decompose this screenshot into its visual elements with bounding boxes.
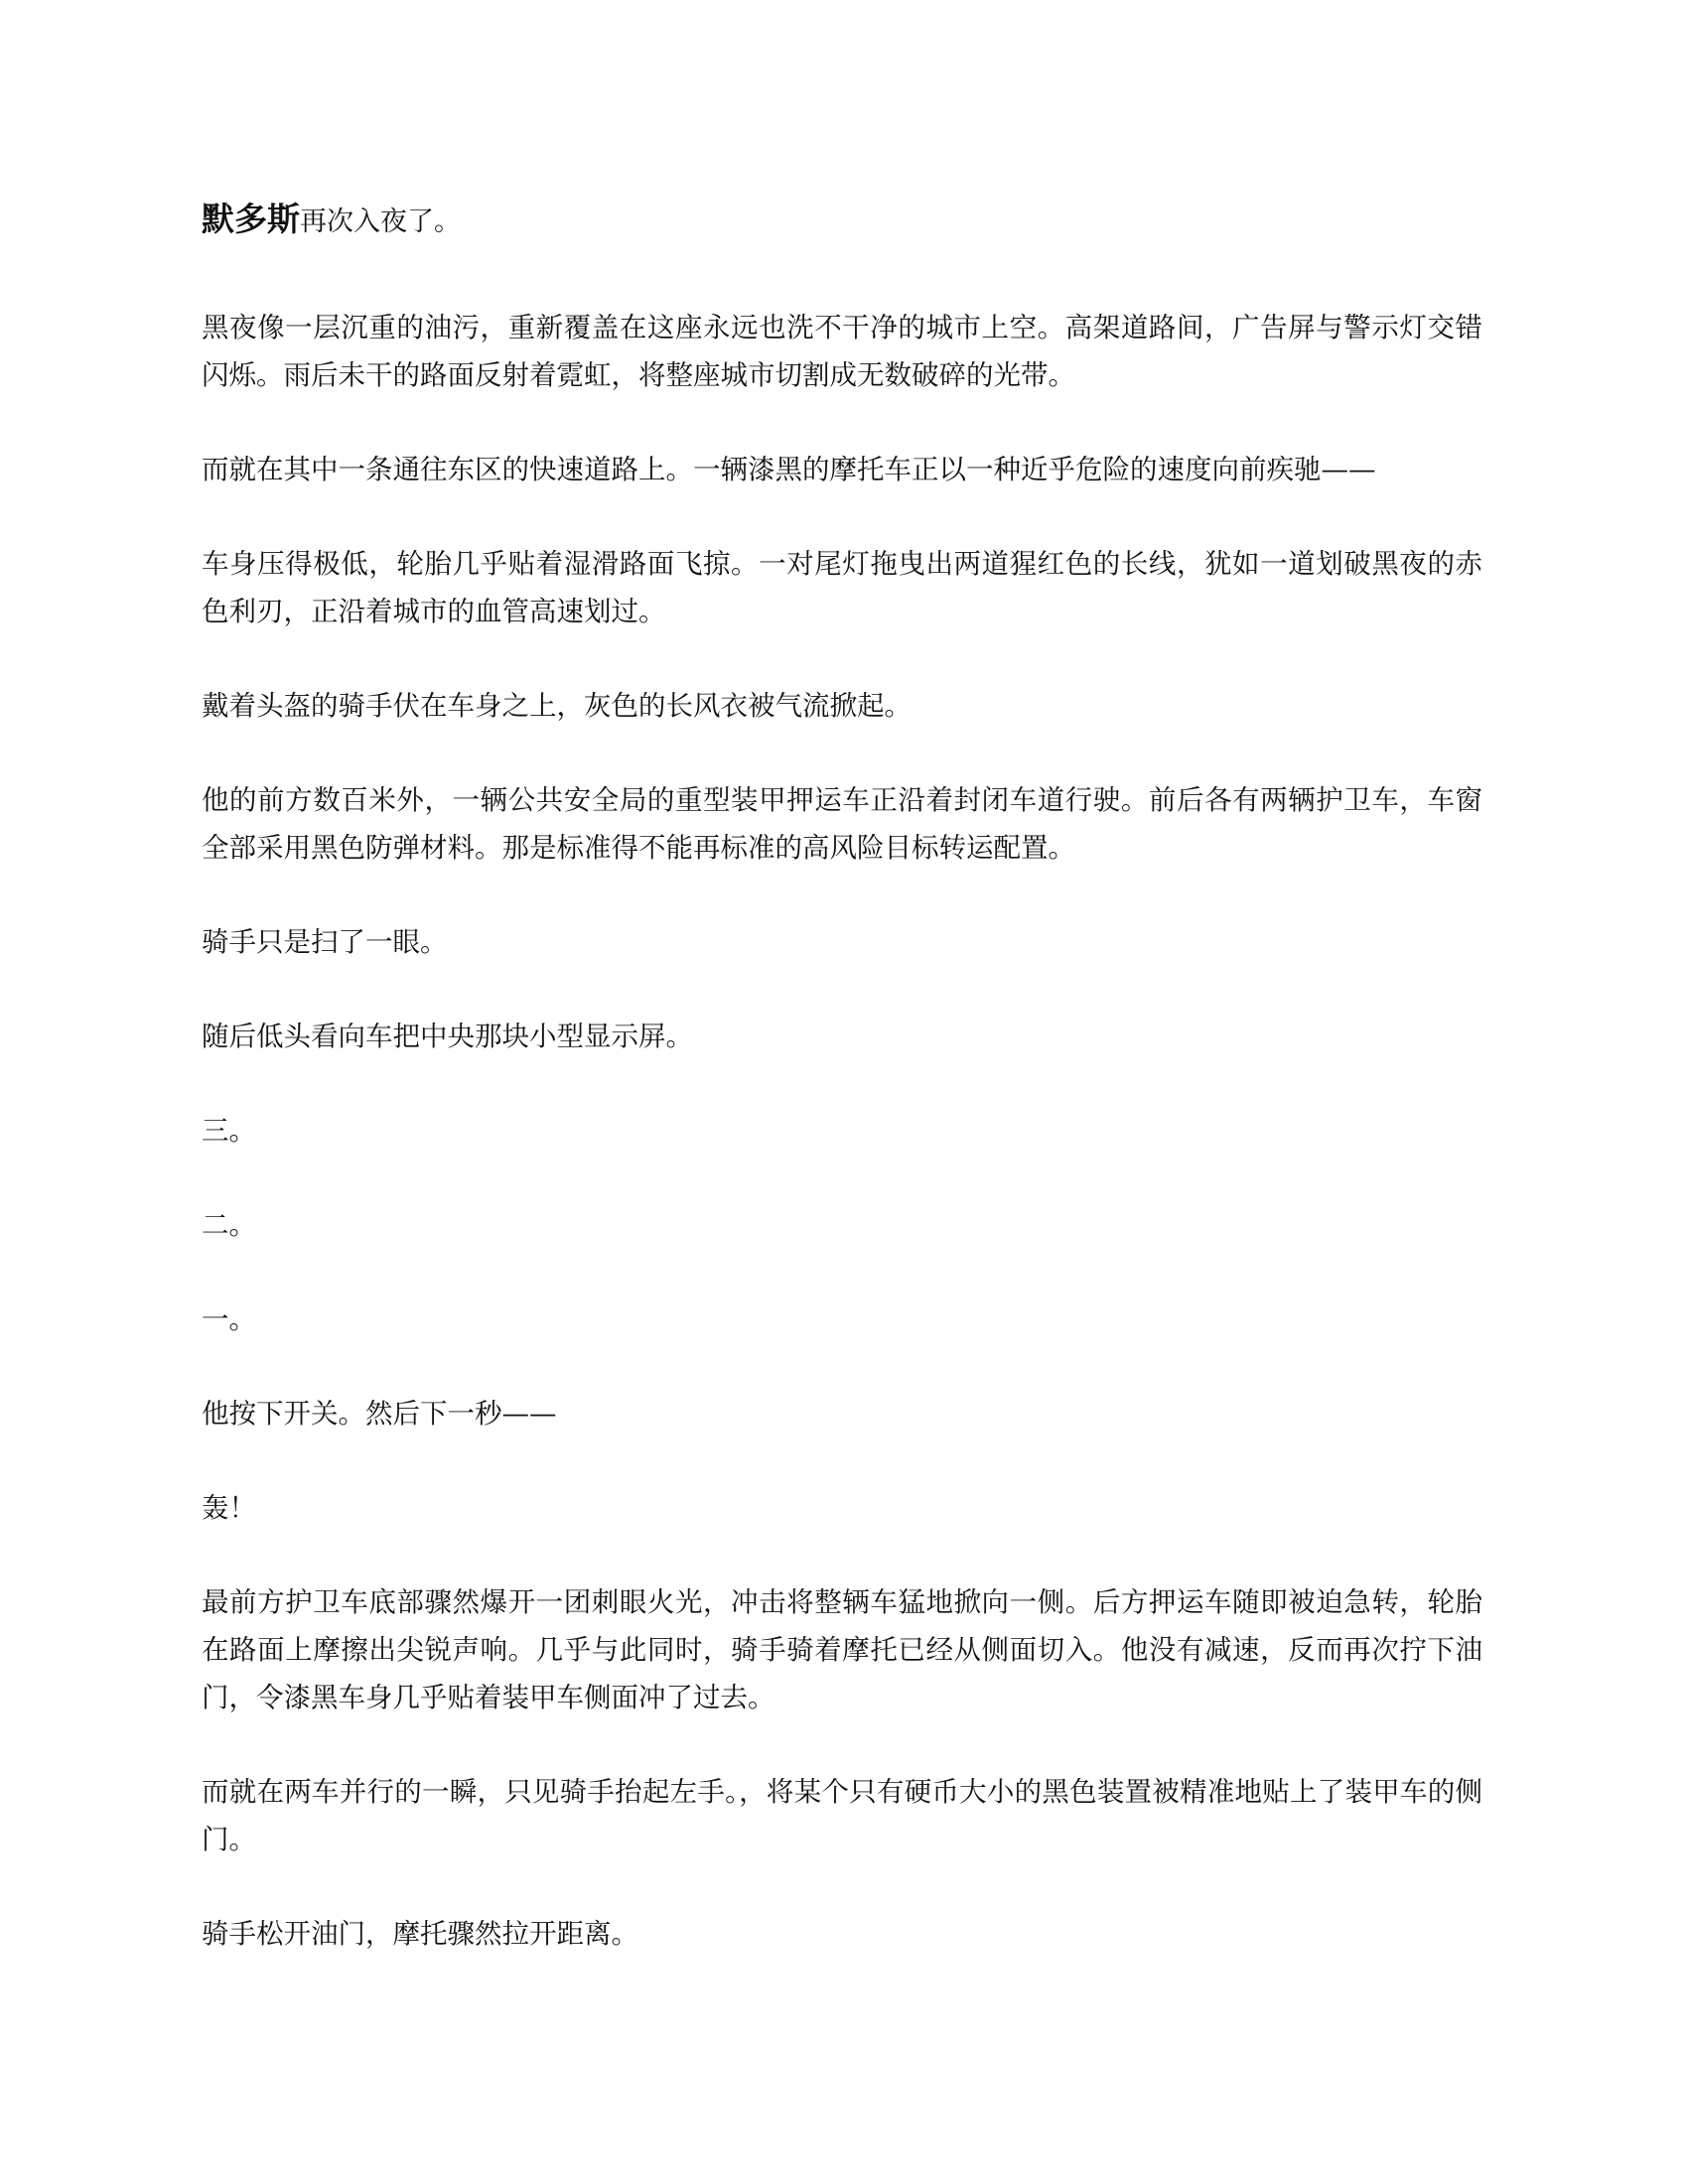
paragraph: 黑夜像一层沉重的油污，重新覆盖在这座永远也洗不干净的城市上空。高架道路间，广告屏与警示灯交错闪烁。雨后未干的路面反射着霓虹，将整座城市切割成无数破碎的光带。 [202,312,1482,391]
paragraph: 骑手松开油门，摩托骤然拉开距离。 [202,1918,638,1950]
paragraph: 戴着头盔的骑手伏在车身之上，灰色的长风衣被气流掀起。 [202,690,912,722]
paragraph: 他按下开关。然后下一秒—— [202,1398,557,1430]
chapter-title-rest: 再次入夜了。 [300,206,461,237]
paragraph: 而就在两车并行的一瞬，只见骑手抬起左手。，将某个只有硬币大小的黑色装置被精准地贴上了装甲车的侧门。 [202,1776,1482,1855]
paragraph: 车身压得极低，轮胎几乎贴着湿滑路面飞掠。一对尾灯拖曳出两道猩红色的长线，犹如一道划破黑夜的赤色利刃，正沿着城市的血管高速划过。 [202,548,1482,627]
paragraph: 三。 [202,1115,256,1147]
paragraph: 二。 [202,1209,256,1241]
paragraph: 随后低头看向车把中央那块小型显示屏。 [202,1021,693,1052]
chapter-opening-line [202,195,1482,250]
paragraph: 他的前方数百米外，一辆公共安全局的重型装甲押运车正沿着封闭车道行驶。前后各有两辆护卫车，车窗全部采用黑色防弹材料。那是标准得不能再标准的高风险目标转运配置。 [202,784,1482,864]
paragraph: 一。 [202,1303,256,1335]
paragraph: 最前方护卫车底部骤然爆开一团刺眼火光，冲击将整辆车猛地掀向一侧。后方押运车随即被迫急转，轮胎在路面上摩擦出尖锐声响。几乎与此同时，骑手骑着摩托已经从侧面切入。他没有减速，反而再次拧下油门，令漆黑车身几乎贴着装甲车侧面冲了过去。 [202,1586,1482,1713]
chapter-title-bold: 默多斯 [202,200,300,238]
paragraph: 而就在其中一条通往东区的快速道路上。一辆漆黑的摩托车正以一种近乎危险的速度向前疾驰—— [202,454,1376,485]
document-body [202,195,1482,2004]
paragraph: 轰！ [202,1492,256,1524]
paragraph: 骑手只是扫了一眼。 [202,926,448,958]
